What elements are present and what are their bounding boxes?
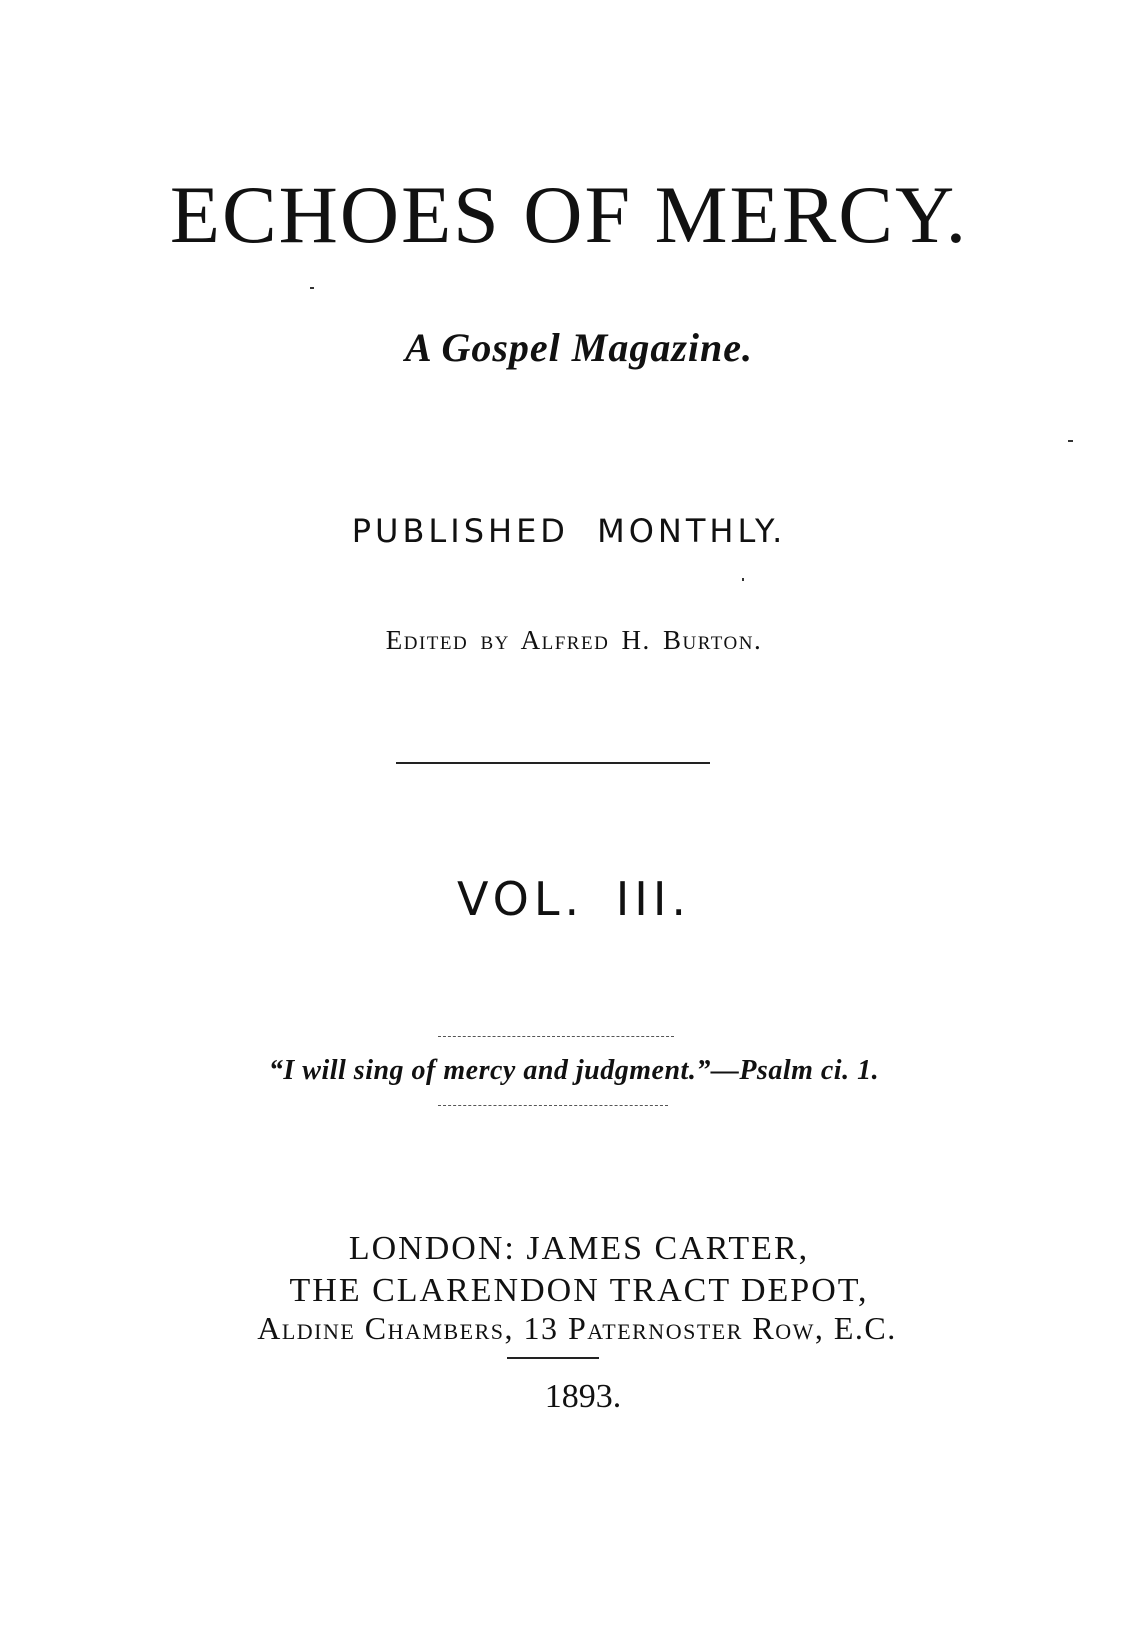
epigraph: “I will sing of mercy and judgment.”—Psalm ci. 1. [268,1055,880,1086]
imprint-address: Aldine Chambers, 13 Paternoster Row, E.C. [257,1310,897,1346]
volume-number: VOL. III. [456,872,692,926]
publication-frequency: PUBLISHED MONTHLY. [351,512,787,550]
year-rule [507,1357,599,1359]
magazine-subtitle: A Gospel Magazine. [404,325,754,370]
print-speck [742,578,744,581]
epigraph-rule-top [438,1036,674,1037]
magazine-title: ECHOES OF MERCY. [169,169,969,260]
publication-year: 1893. [544,1378,622,1415]
print-speck [1068,440,1073,442]
editor-credit: Edited by Alfred H. Burton. [385,625,763,655]
imprint-depot: THE CLARENDON TRACT DEPOT, [289,1272,869,1309]
divider-rule [396,762,710,764]
print-speck [310,287,314,289]
epigraph-rule-bottom [438,1105,668,1106]
imprint-publisher: LONDON: JAMES CARTER, [348,1230,810,1267]
